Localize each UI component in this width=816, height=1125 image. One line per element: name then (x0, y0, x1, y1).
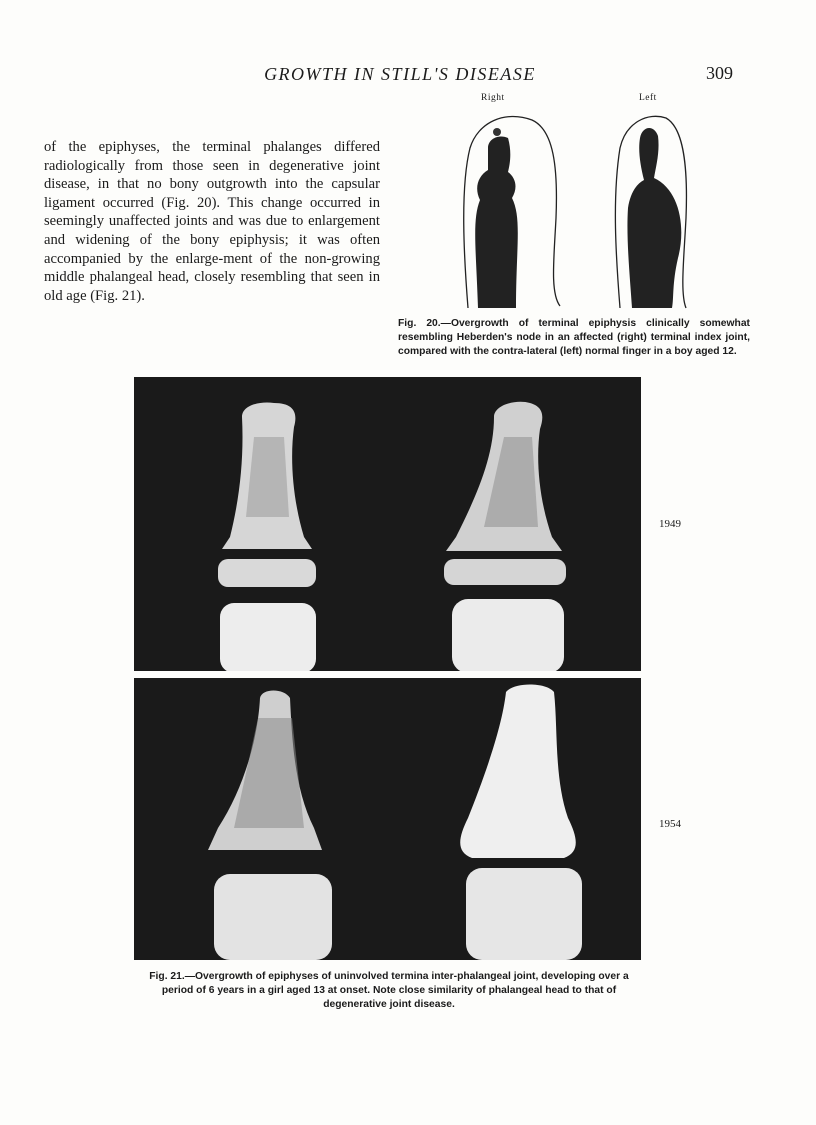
fig21-image-1954 (134, 678, 641, 960)
fig21-1949-right-epiphysis (444, 559, 566, 585)
fig20-left-bone (627, 128, 681, 308)
fig20-image (450, 108, 710, 313)
fig21-1949-left-middle-phalanx (220, 603, 316, 671)
fig20-label-left: Left (639, 93, 657, 103)
page-number: 309 (706, 63, 733, 83)
fig20-label-right: Right (481, 93, 505, 103)
fig21-1954-left-mottling (234, 718, 304, 828)
fig21-year-1954: 1954 (659, 818, 681, 830)
fig21-1949-left-epiphysis (218, 559, 316, 587)
running-head: GROWTH IN STILL'S DISEASE (264, 64, 536, 84)
fig21-1954-drawing (134, 678, 641, 960)
fig21-1954-right-middle-phalanx (466, 868, 582, 960)
fig20-right-epiphysis-fleck (493, 128, 501, 136)
fig21-1954-left-middle-phalanx (214, 874, 332, 960)
fig21-1954-right-distal-phalanx (460, 685, 576, 859)
fig21-caption: Fig. 21.—Overgrowth of epiphyses of uninvolved termina inter-phalangeal joint, developing over a period of 6 years in a girl aged 13 at onset. Note close similarity of phalangeal head to that of degenerative joint disease. (149, 971, 629, 1010)
fig20-right-bone (475, 136, 518, 308)
fig21-1949-drawing (134, 377, 641, 671)
fig20-caption: Fig. 20.—Overgrowth of terminal epiphysis clinically somewhat resembling Heberden's node in an affected (right) terminal index joint, compared with the contra-lateral (left) normal finger in a boy aged 12. (398, 318, 750, 357)
body-paragraph: of the epiphyses, the terminal phalanges differed radiologically from those seen in degenerative joint disease, in that no bony outgrowth into the capsular ligament occurred (Fig. 20). This change occurred in seemingly unaffected joints and was due to enlargement and widening of the bony epiphysis; it was often accompanied by the enlarge-ment of the non-growing middle phalangeal head, closely resembling that seen in old age (Fig. 21). (44, 139, 380, 304)
fig21-1949-right-middle-phalanx (452, 599, 564, 671)
fig21-year-1949: 1949 (659, 518, 681, 530)
fig21-image-1949 (134, 377, 641, 671)
